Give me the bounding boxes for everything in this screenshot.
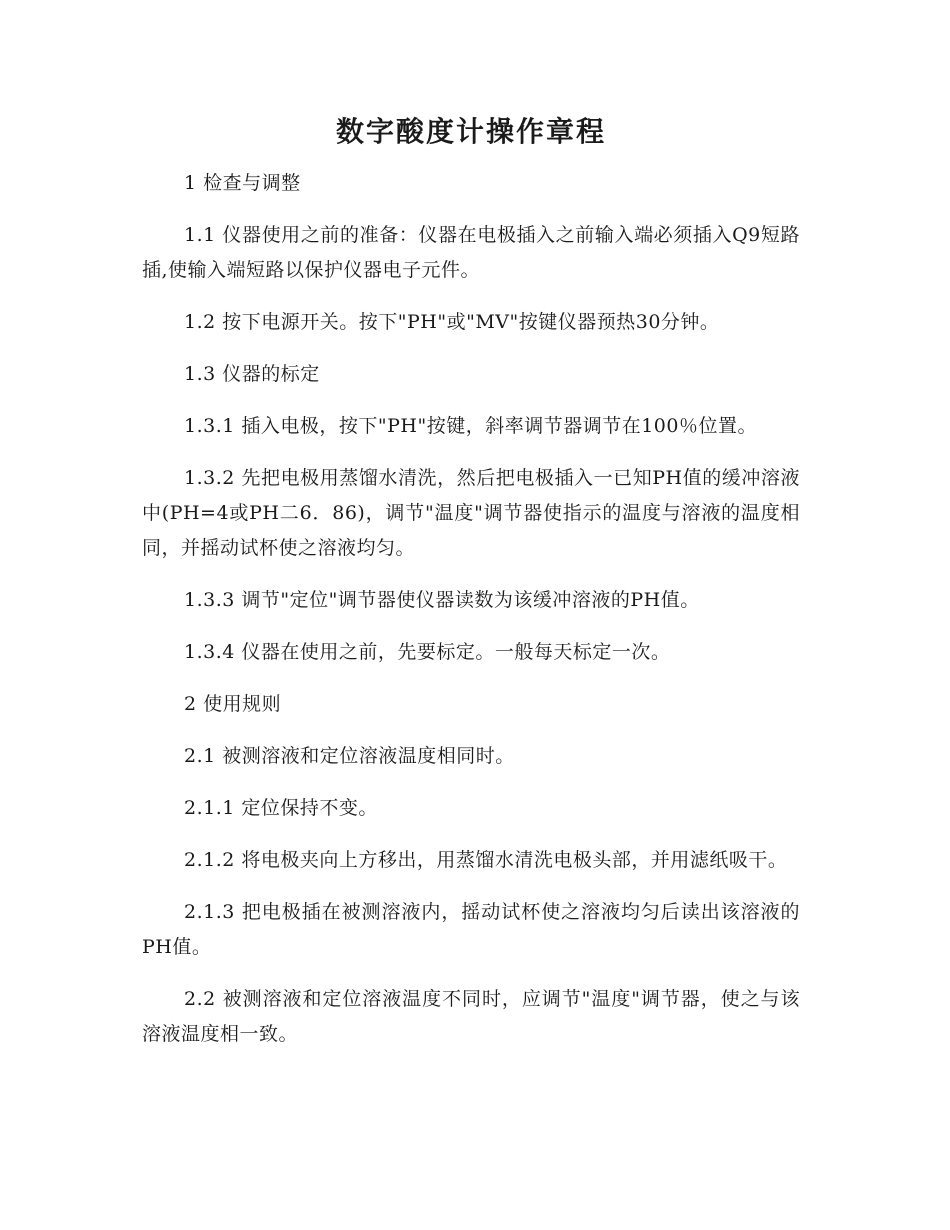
- paragraph-1: 1 检查与调整: [184, 172, 301, 194]
- paragraph-1-3-1: 1.3.1 插入电极，按下"PH"按键，斜率调节器调节在100％位置。: [184, 415, 757, 437]
- paragraph-2-1-3: 2.1.3 把电极插在被测溶液内，摇动试杯使之溶液均匀后读出该溶液的PH值。: [142, 901, 800, 958]
- paragraph-1-3-2: 1.3.2 先把电极用蒸馏水清洗，然后把电极插入一已知PH值的缓冲溶液中(PH=4或PH二6．86)，调节"温度"调节器使指示的温度与溶液的温度相同，并摇动试杯使之溶液均匀。: [142, 467, 800, 559]
- paragraph-2: 2 使用规则: [184, 693, 282, 715]
- paragraph-2-1: 2.1 被测溶液和定位溶液温度相同时。: [184, 745, 515, 767]
- paragraph-1-1: 1.1 仪器使用之前的准备：仪器在电极插入之前输入端必须插入Q9短路插,使输入端短路以保护仪器电子元件。: [142, 224, 800, 281]
- paragraph-2-1-2: 2.1.2 将电极夹向上方移出，用蒸馏水清洗电极头部，并用滤纸吸干。: [184, 849, 788, 871]
- document-title: 数字酸度计操作章程: [335, 115, 606, 148]
- paragraph-1-3-4: 1.3.4 仪器在使用之前，先要标定。一般每天标定一次。: [184, 641, 671, 663]
- paragraph-2-2: 2.2 被测溶液和定位溶液温度不同时，应调节"温度"调节器，使之与该溶液温度相一致。: [142, 988, 800, 1045]
- paragraph-2-1-1: 2.1.1 定位保持不变。: [184, 797, 378, 819]
- paragraph-1-2: 1.2 按下电源开关。按下"PH"或"MV"按键仪器预热30分钟。: [184, 311, 720, 333]
- paragraph-1-3-3: 1.3.3 调节"定位"调节器使仪器读数为该缓冲溶液的PH值。: [184, 589, 700, 611]
- paragraph-1-3: 1.3 仪器的标定: [184, 363, 320, 385]
